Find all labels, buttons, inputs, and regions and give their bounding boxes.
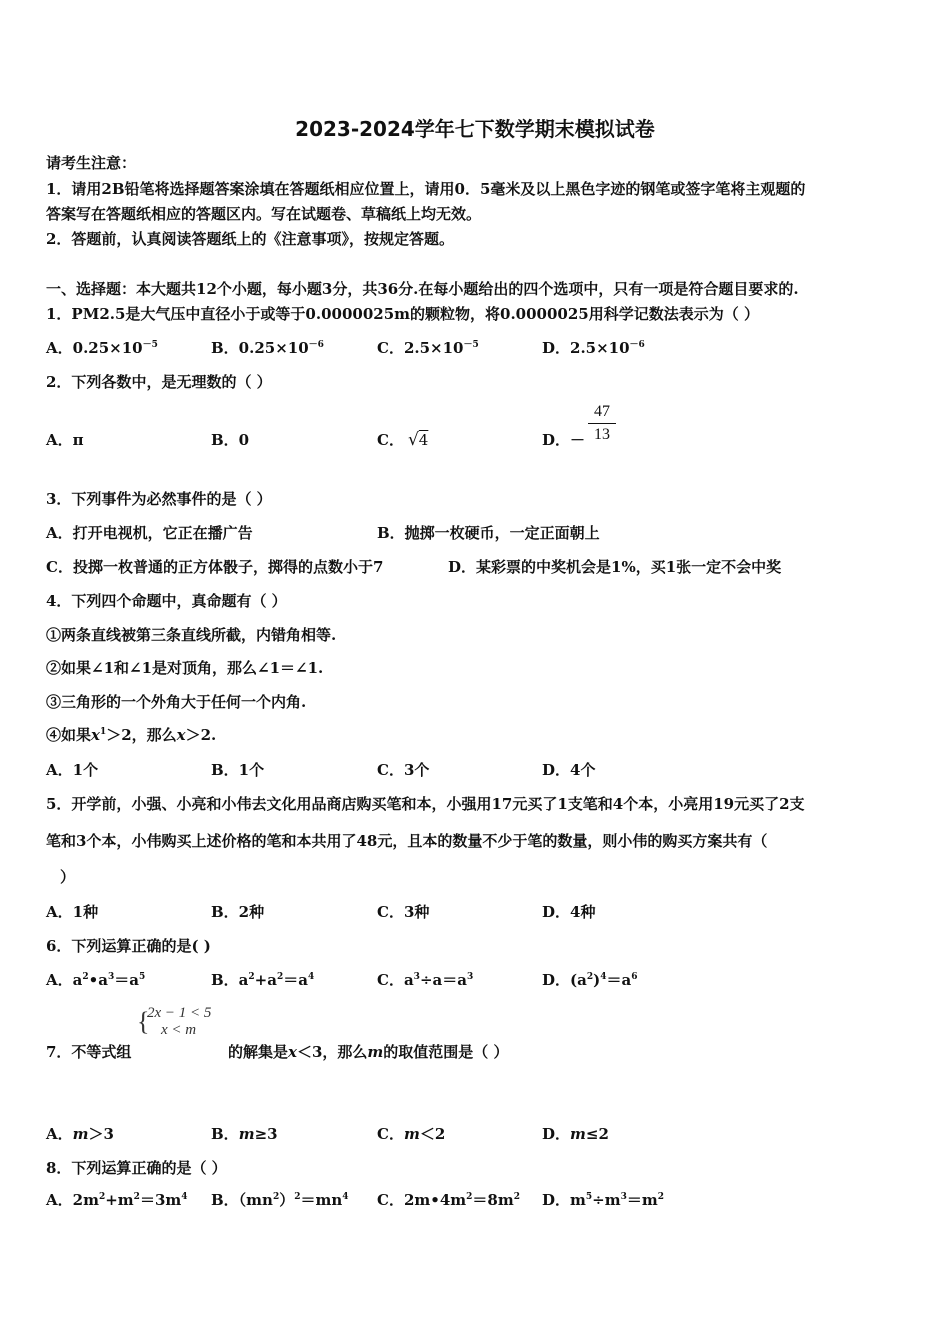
q2-option-d-fraction: $\frac{47}{13}$	[588, 403, 616, 444]
q7-option-d[interactable]: D．m≤2	[542, 1125, 609, 1143]
q6-option-c[interactable]: C．$a^3\div a=a^3$	[377, 971, 474, 989]
q2-option-b[interactable]: B．0	[211, 431, 250, 449]
q8-option-a[interactable]: A．$2m^2+m^2=3m^4$	[46, 1191, 188, 1209]
q6-option-a[interactable]: A．$a^2•a^3=a^5$	[46, 971, 146, 989]
q8-option-d[interactable]: D．$m^5\div m^3=m^2$	[542, 1191, 665, 1209]
q5-option-d[interactable]: D．4种	[542, 903, 596, 921]
q7-option-b[interactable]: B．m≥3	[211, 1125, 278, 1143]
q5-option-c[interactable]: C．3种	[377, 903, 430, 921]
q8-stem: 8．下列运算正确的是（ ）	[46, 1159, 227, 1177]
q4-proposition-3: ③三角形的一个外角大于任何一个内角.	[46, 693, 307, 711]
q6-stem: 6．下列运算正确的是( )	[46, 937, 211, 955]
q3-option-a[interactable]: A．打开电视机，它正在播广告	[46, 524, 253, 542]
q7-option-a[interactable]: A．m＞3	[46, 1125, 114, 1143]
q7-inequality-system: { 2x − 1 < 5 x < m	[137, 1005, 212, 1038]
q3-stem: 3．下列事件为必然事件的是（ ）	[46, 490, 272, 508]
q1-option-c[interactable]: C．$2.5\times 10^{-5}$	[377, 339, 479, 357]
q7-option-c[interactable]: C．m＜2	[377, 1125, 446, 1143]
q4-stem: 4．下列四个命题中，真命题有（ ）	[46, 592, 287, 610]
q7-stem: 的解集是x＜3，那么m的取值范围是（ ）	[228, 1043, 509, 1061]
notice-line-1a: 1．请用2B铅笔将选择题答案涂填在答题纸相应位置上，请用0．5毫米及以上黑色字迹的钢笔或签字笔将主观题的	[46, 180, 806, 198]
q6-option-b[interactable]: B．$a^2+a^2=a^4$	[211, 971, 315, 989]
brace-icon: {	[137, 1007, 150, 1036]
q8-option-b[interactable]: B．$(mn^2)^2=mn^4$	[211, 1191, 349, 1209]
q1-option-d[interactable]: D．$2.5\times 10^{-6}$	[542, 339, 645, 357]
q4-option-a[interactable]: A．1个	[46, 761, 99, 779]
page-title: 2023-2024学年七下数学期末模拟试卷	[295, 117, 655, 141]
q3-option-d[interactable]: D．某彩票的中奖机会是1%，买1张一定不会中奖	[448, 558, 782, 576]
q4-option-d[interactable]: D．4个	[542, 761, 596, 779]
q4-proposition-2: ②如果∠1和∠1是对顶角，那么∠1＝∠1.	[46, 659, 324, 677]
q1-option-b[interactable]: B．$0.25\times 10^{-6}$	[211, 339, 324, 357]
q2-stem: 2．下列各数中，是无理数的（ ）	[46, 373, 272, 391]
notice-line-2: 2．答题前，认真阅读答题纸上的《注意事项》，按规定答题。	[46, 230, 454, 248]
q5-option-b[interactable]: B．2种	[211, 903, 265, 921]
sqrt-symbol: √	[407, 430, 419, 450]
notice-line-1b: 答案写在答题纸相应的答题区内。写在试题卷、草稿纸上均无效。	[46, 205, 482, 223]
section-heading: 一、选择题：本大题共12个小题，每小题3分，共36分.在每小题给出的四个选项中，只有一项是符合题目要求的.	[46, 280, 799, 298]
q4-proposition-1: ①两条直线被第三条直线所截，内错角相等.	[46, 626, 337, 644]
q4-option-b[interactable]: B．1个	[211, 761, 265, 779]
q2-option-a[interactable]: A．π	[46, 431, 84, 449]
q8-option-c[interactable]: C．$2m•4m^2=8m^2$	[377, 1191, 520, 1209]
q2-option-c[interactable]: C． √4	[377, 430, 429, 450]
q6-option-d[interactable]: D．$(a^2)^4=a^6$	[542, 971, 638, 989]
q5-stem-line-1: 5．开学前，小强、小亮和小伟去文化用品商店购买笔和本，小强用17元买了1支笔和4个本，小亮用19元买了2支	[46, 795, 805, 813]
q3-option-c[interactable]: C．投掷一枚普通的正方体骰子，掷得的点数小于7	[46, 558, 384, 576]
notice-heading: 请考生注意：	[46, 154, 137, 172]
q4-option-c[interactable]: C．3个	[377, 761, 430, 779]
q7-stem-prefix: 7．不等式组	[46, 1043, 132, 1061]
q5-option-a[interactable]: A．1种	[46, 903, 99, 921]
q5-stem-line-3: ）	[60, 868, 76, 886]
q2-option-d[interactable]: D．－	[542, 431, 586, 449]
q1-stem: 1．PM2.5是大气压中直径小于或等于0.0000025m的颗粒物，将0.0000025用科学记数法表示为（ ）	[46, 305, 759, 323]
q5-stem-line-2: 笔和3个本，小伟购买上述价格的笔和本共用了48元，且本的数量不少于笔的数量，则小伟的购买方案共有（	[46, 832, 768, 850]
q4-proposition-4: ④如果$x^1>2$，那么x＞2.	[46, 726, 217, 744]
q1-option-a[interactable]: A．$0.25\times 10^{-5}$	[46, 339, 158, 357]
q3-option-b[interactable]: B．抛掷一枚硬币，一定正面朝上	[377, 524, 600, 542]
